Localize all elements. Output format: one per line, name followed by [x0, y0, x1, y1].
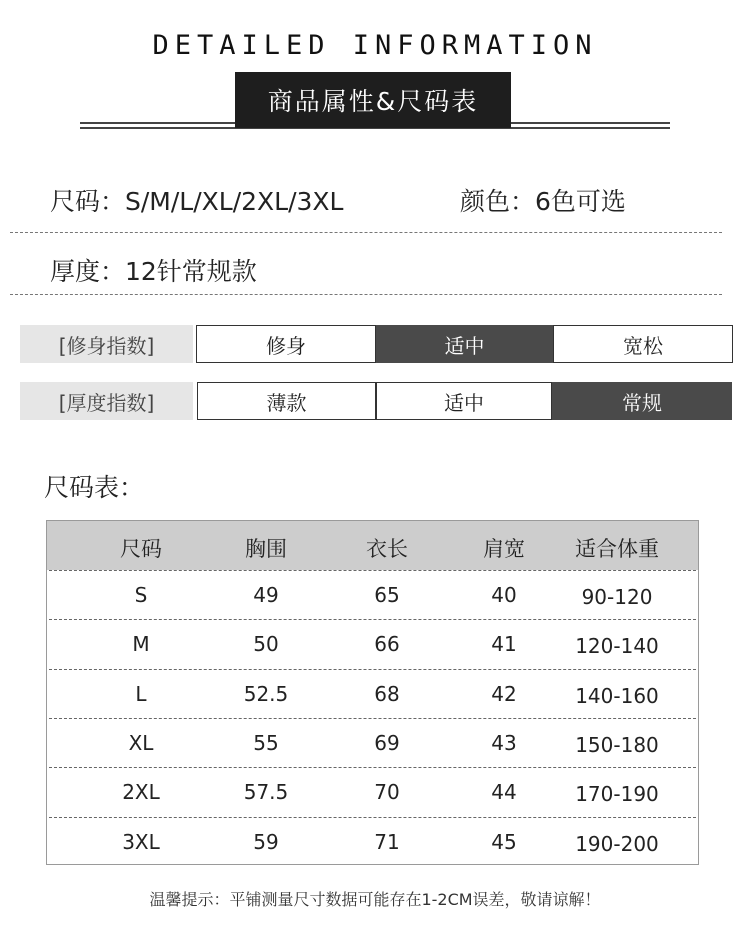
table-cell-shoulder: 40: [491, 583, 517, 607]
footer-note: 温馨提示：平铺测量尺寸数据可能存在1-2CM误差，敬请谅解！: [149, 890, 601, 909]
fit-index-label: [修身指数]: [20, 325, 193, 363]
table-cell-size: 2XL: [122, 780, 160, 805]
fit-option-regular: 适中: [376, 325, 553, 363]
table-cell-shoulder: 41: [491, 632, 517, 657]
table-cell-size: 3XL: [122, 829, 160, 854]
table-cell-length: 70: [374, 780, 400, 805]
column-header-weight: 适合体重: [575, 537, 659, 561]
color-attribute: 颜色：6色可选: [460, 187, 626, 216]
divider: [10, 232, 722, 233]
size-attribute: 尺码：S/M/L/XL/2XL/3XL: [50, 187, 344, 216]
table-cell-size: M: [132, 632, 150, 657]
column-header-chest: 胸围: [245, 537, 287, 561]
row-divider: [49, 718, 696, 719]
fit-option-slim: 修身: [196, 325, 376, 363]
table-cell-size: XL: [128, 730, 154, 755]
fit-option-loose: 宽松: [553, 325, 733, 363]
table-header: [47, 521, 698, 570]
size-table-title: 尺码表：: [44, 473, 145, 502]
thickness-attribute: 厚度：12针常规款: [50, 257, 257, 286]
thickness-option-medium: 适中: [376, 382, 552, 420]
table-cell-chest: 52.5: [243, 681, 289, 706]
column-header-shoulder: 肩宽: [483, 537, 525, 561]
row-divider: [49, 619, 696, 620]
table-cell-weight: 190-200: [575, 831, 659, 856]
table-cell-length: 69: [374, 730, 400, 755]
table-cell-shoulder: 45: [491, 829, 517, 854]
table-cell-shoulder: 44: [491, 780, 517, 805]
row-divider: [49, 817, 696, 818]
row-divider: [49, 570, 696, 571]
table-cell-size: L: [135, 681, 147, 706]
row-divider: [49, 669, 696, 670]
table-cell-length: 66: [374, 632, 400, 657]
table-cell-chest: 59: [253, 829, 279, 854]
thickness-index-label: [厚度指数]: [20, 382, 193, 420]
thickness-option-regular: 常规: [552, 382, 732, 420]
table-cell-chest: 57.5: [243, 780, 289, 805]
table-cell-weight: 140-160: [575, 683, 659, 708]
column-header-size: 尺码: [120, 537, 162, 561]
divider: [10, 294, 722, 295]
column-header-length: 衣长: [366, 537, 408, 561]
thickness-option-thin: 薄款: [197, 382, 376, 420]
title-chinese: 商品属性&尺码表: [235, 72, 511, 128]
table-cell-weight: 170-190: [575, 782, 659, 807]
table-cell-weight: 120-140: [575, 634, 659, 659]
table-cell-length: 71: [374, 829, 400, 854]
table-cell-chest: 55: [253, 730, 279, 755]
row-divider: [49, 767, 696, 768]
title-english: DETAILED INFORMATION: [152, 30, 598, 61]
table-cell-weight: 90-120: [581, 585, 653, 609]
table-cell-length: 65: [374, 583, 400, 607]
table-cell-weight: 150-180: [575, 732, 659, 757]
table-cell-chest: 49: [253, 583, 279, 607]
table-cell-shoulder: 43: [491, 730, 517, 755]
table-cell-length: 68: [374, 681, 400, 706]
table-cell-shoulder: 42: [491, 681, 517, 706]
table-cell-size: S: [134, 583, 148, 607]
table-cell-chest: 50: [253, 632, 279, 657]
size-table: [46, 520, 699, 865]
